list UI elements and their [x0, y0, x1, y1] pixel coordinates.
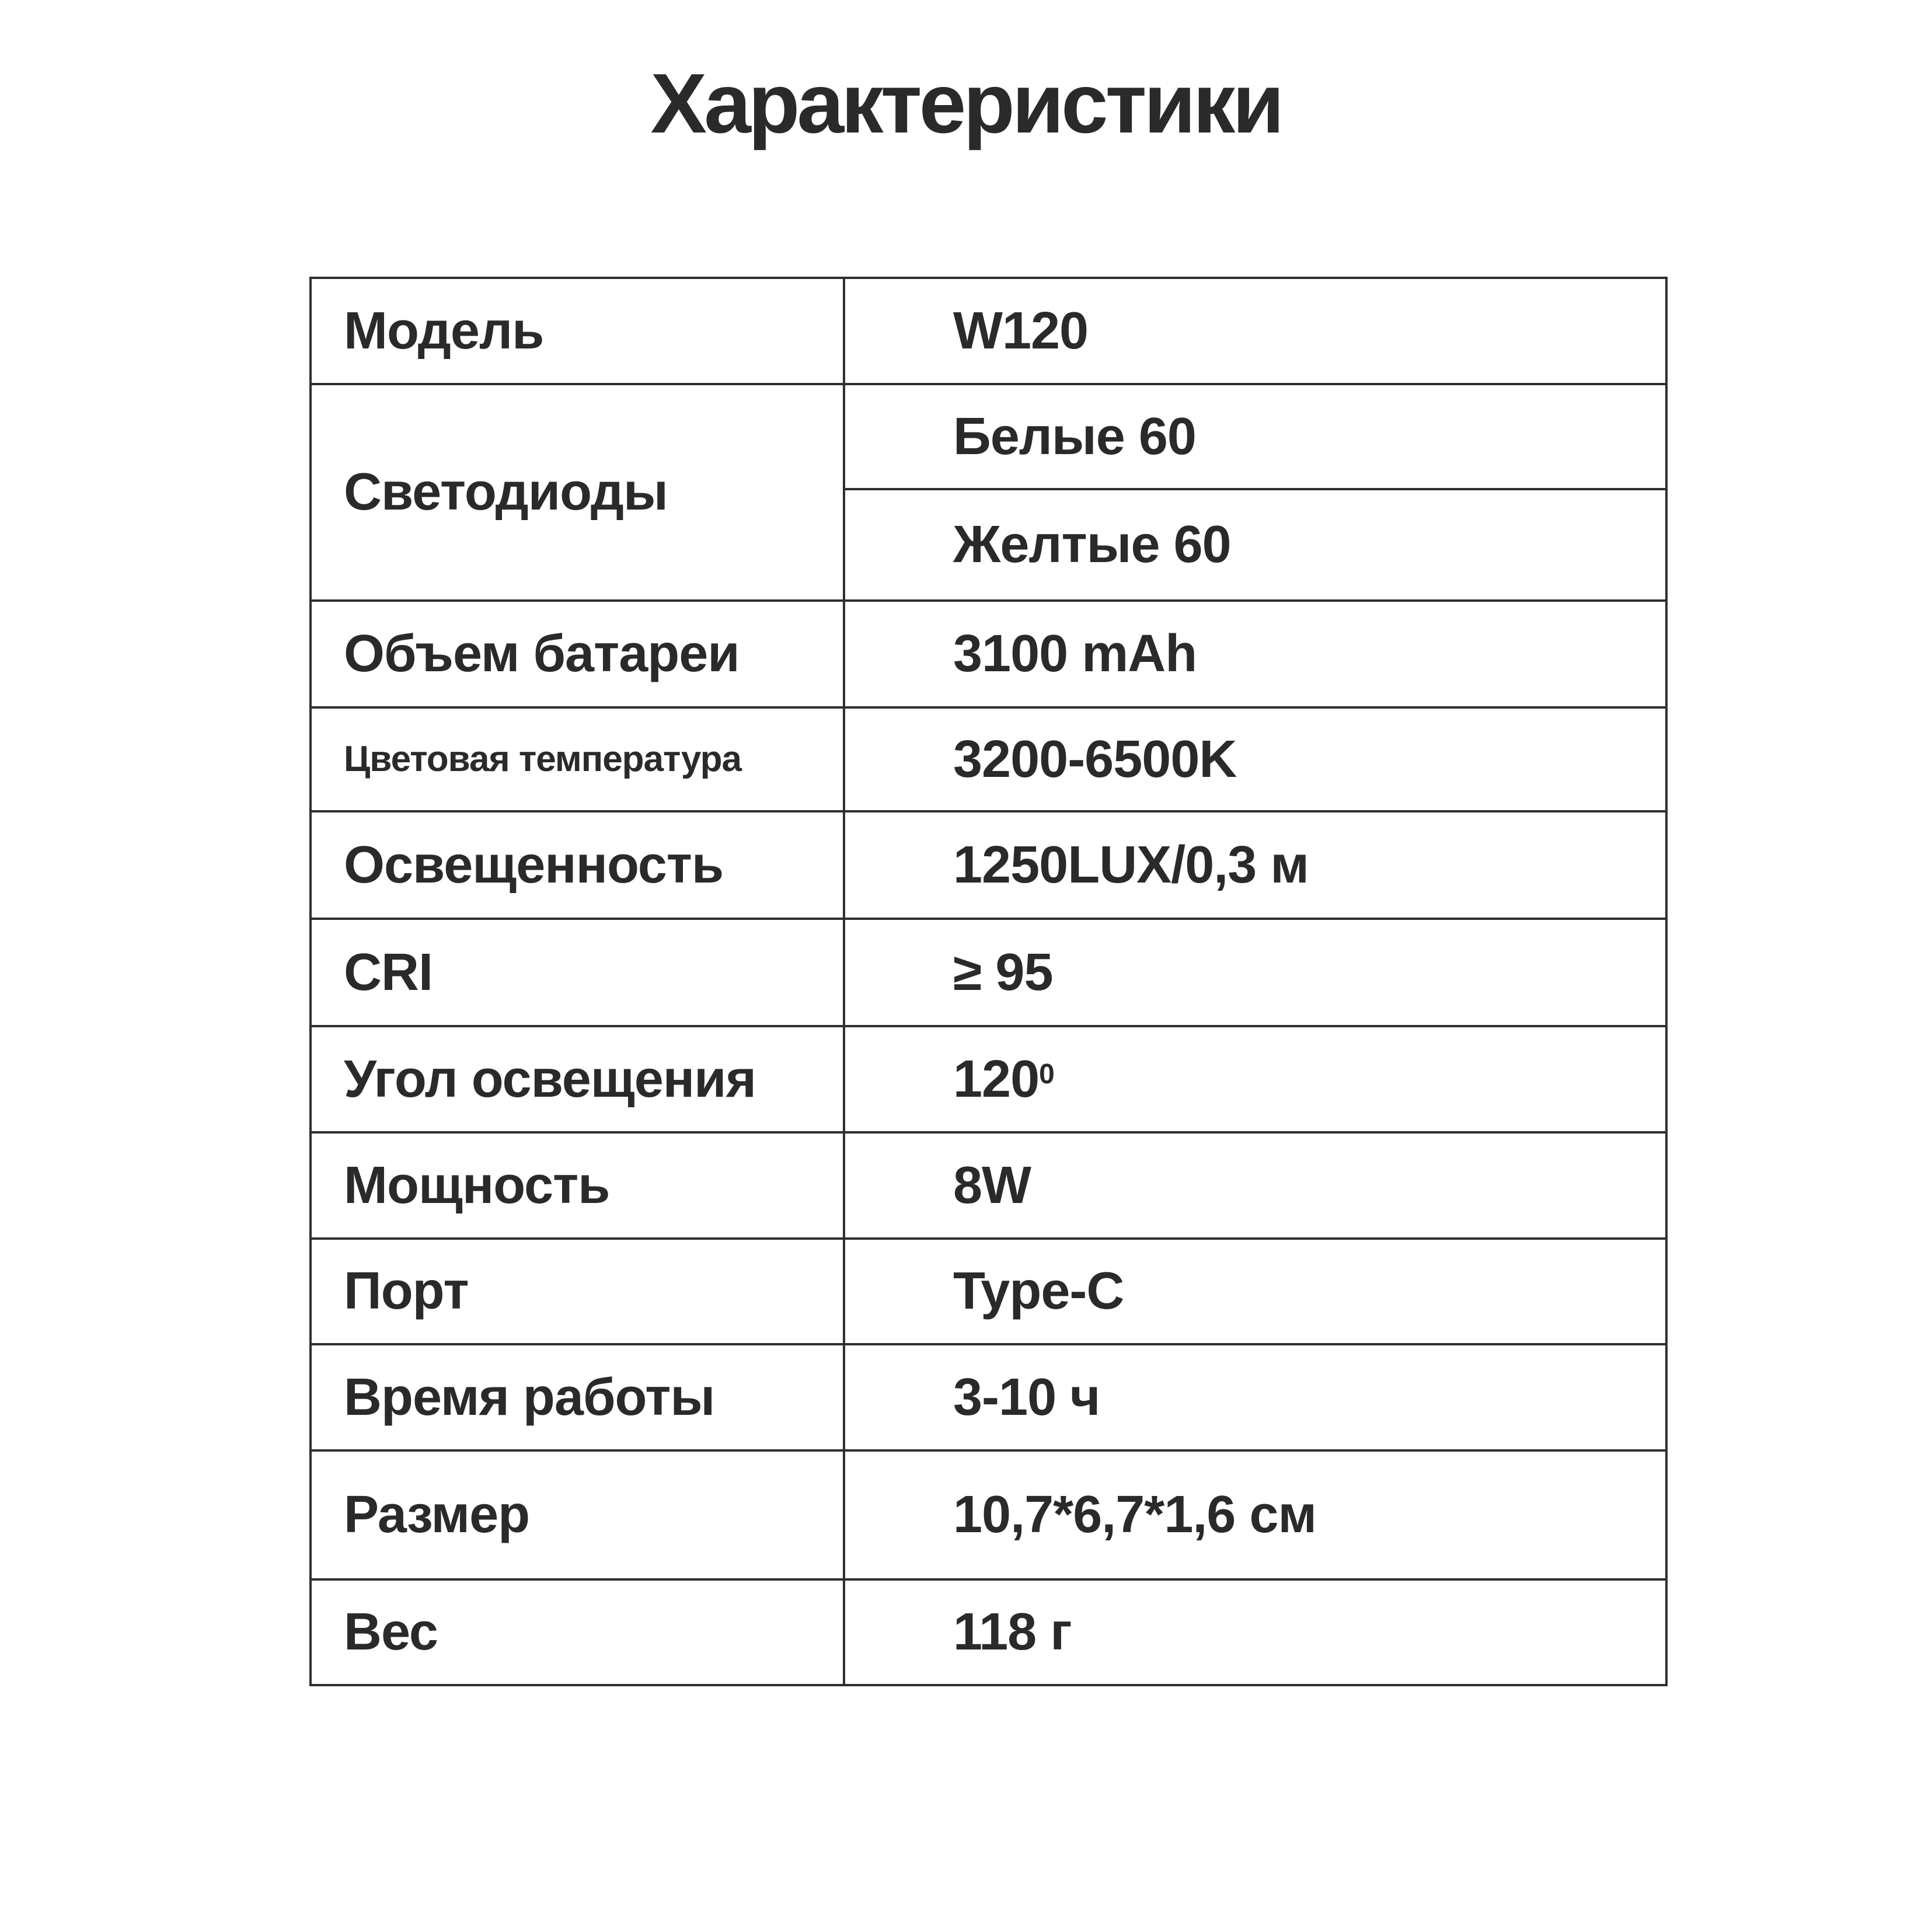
- beam-angle-number: 120: [953, 1049, 1040, 1108]
- spec-value-leds-white: Белые 60: [845, 383, 1665, 488]
- spec-value-model: W120: [953, 301, 1089, 360]
- spec-label-battery: Объем батареи: [312, 599, 845, 706]
- spec-label-runtime: Время работы: [312, 1343, 845, 1449]
- spec-value-cri: ≥ 95: [845, 918, 1665, 1025]
- spec-value-port: Type-C: [845, 1237, 1665, 1343]
- spec-label-color-temp: Цветовая температура: [312, 706, 845, 810]
- spec-value-leds-yellow: Желтые 60: [845, 488, 1665, 599]
- spec-value-runtime: 3-10 ч: [845, 1343, 1665, 1449]
- page-title: Характеристики: [650, 56, 1282, 151]
- spec-value-power: 8W: [845, 1131, 1665, 1237]
- spec-label-model: Модель: [312, 279, 845, 383]
- spec-label-beam-angle: Угол освещения: [312, 1025, 845, 1131]
- spec-value-beam-angle: 120 $^0$: [845, 1025, 1665, 1131]
- spec-label-cri: CRI: [312, 918, 845, 1025]
- spec-label-port: Порт: [312, 1237, 845, 1343]
- spec-value-color-temp: 3200-6500K: [845, 706, 1665, 810]
- spec-label-weight: Вес: [312, 1578, 845, 1684]
- spec-label-power: Мощность: [312, 1131, 845, 1237]
- spec-label-illuminance: Освещенность: [312, 810, 845, 918]
- spec-label-leds: Светодиоды: [312, 383, 845, 599]
- spec-value-weight: 118 г: [845, 1578, 1665, 1684]
- spec-value-battery: 3100 mAh: [845, 599, 1665, 706]
- spec-value-size: 10,7*6,7*1,6 см: [845, 1449, 1665, 1578]
- spec-value-illuminance: 1250LUX/0,3 м: [845, 810, 1665, 918]
- spec-table: [309, 277, 1668, 1686]
- spec-label-size: Размер: [312, 1449, 845, 1578]
